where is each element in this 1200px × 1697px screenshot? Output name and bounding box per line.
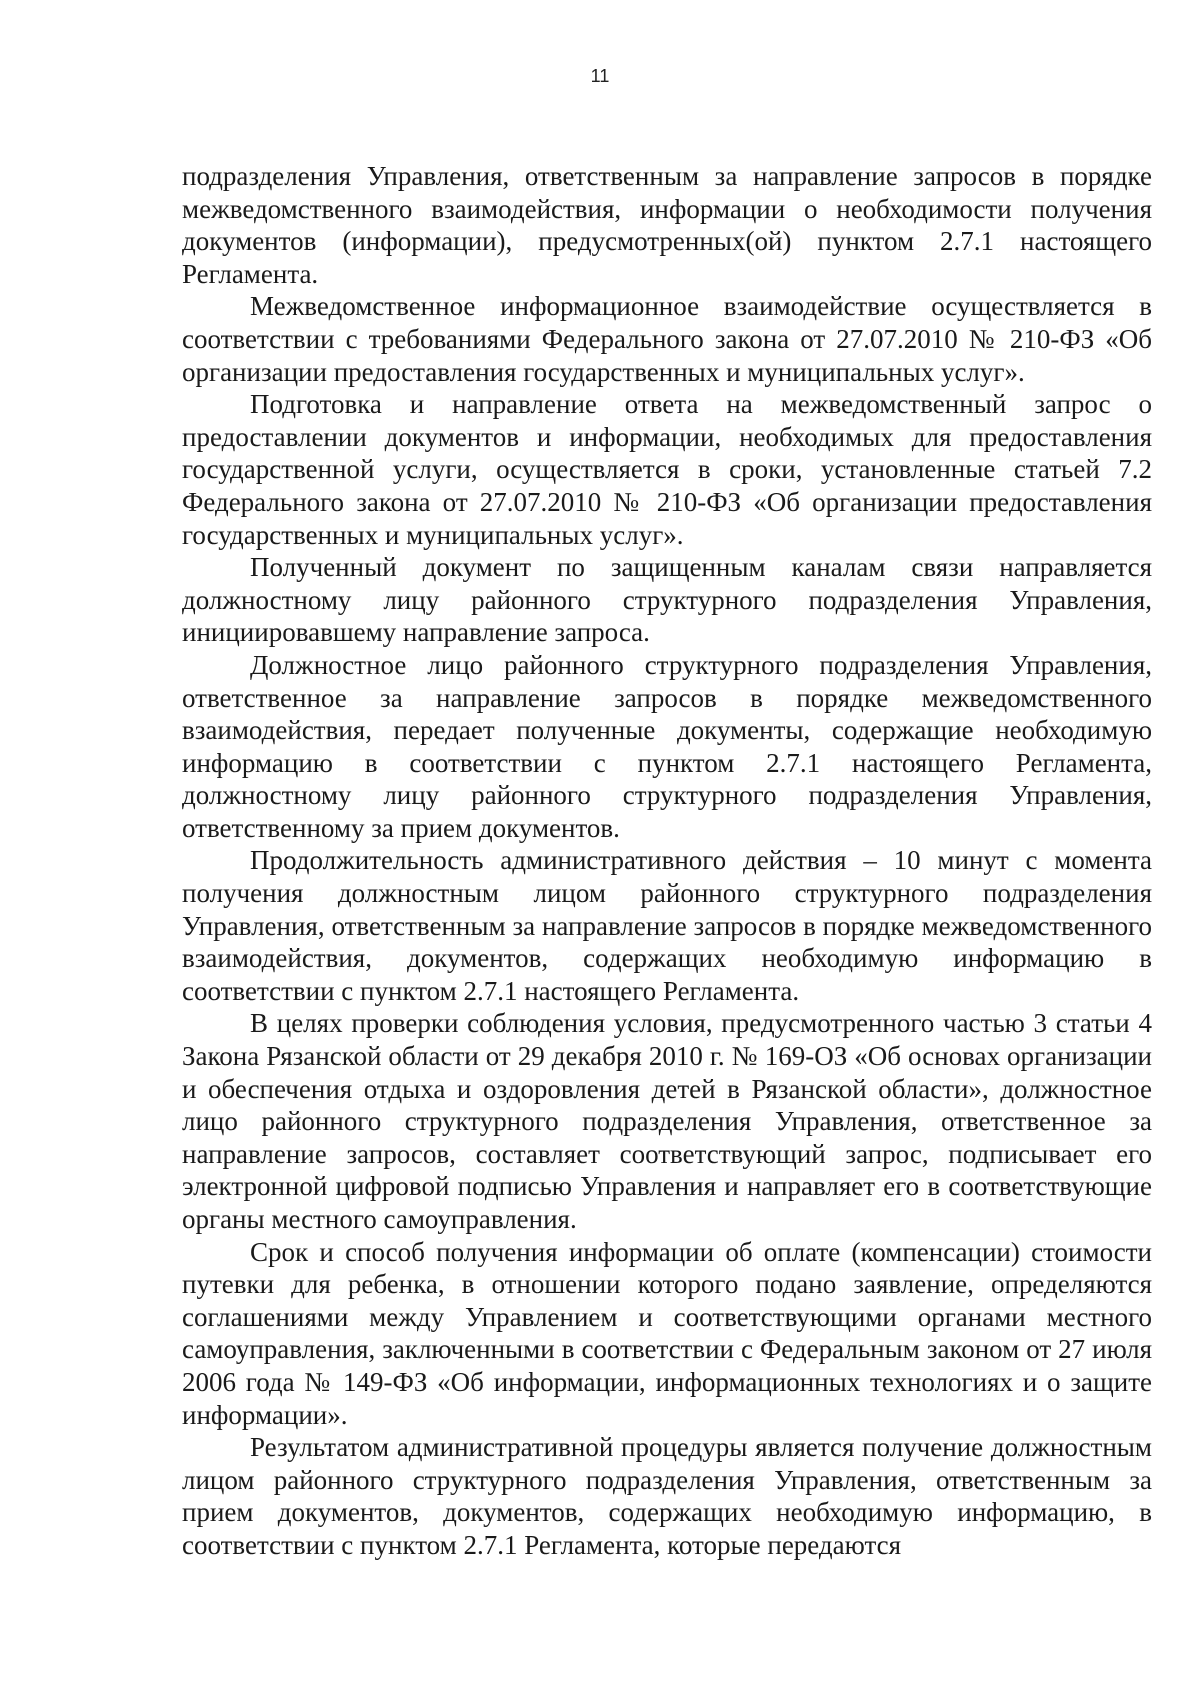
paragraph-continuation: подразделения Управления, ответственным за направление запросов в порядке межведомственного взаимодействия, информации о необходимости получения документов (информации), предусмотренных(ой) пунктом 2.7.1 настоящего Регламента. — [182, 161, 1152, 289]
document-body — [182, 160, 1152, 1562]
paragraph: Срок и способ получения информации об оплате (компенсации) стоимости путевки для ребенка, в отношении которого подано заявление, определяются соглашениями между Управлением и соответствующими органами местного самоуправления, заключенными в соответствии с Федеральным законом от 27 июля 2006 года № 149-ФЗ «Об информации, информационных технологиях и о защите информации». — [182, 1236, 1152, 1430]
paragraph: Подготовка и направление ответа на межведомственный запрос о предоставлении документов и информации, необходимых для предоставления государственной услуги, осуществляется в сроки, установленные статьей 7.2 Федерального закона от 27.07.2010 № 210-ФЗ «Об организации предоставления государственных и муниципальных услуг». — [182, 389, 1152, 550]
paragraph: В целях проверки соблюдения условия, предусмотренного частью 3 статьи 4 Закона Рязанской области от 29 декабря 2010 г. № 169-ОЗ «Об основах организации и обеспечения отдыха и оздоровления детей в Рязанской области», должностное лицо районного структурного подразделения Управления, ответственное за направление запросов, составляет соответствующий запрос, подписывает его электронной цифровой подписью Управления и направляет его в соответствующие органы местного самоуправления. — [182, 1008, 1152, 1234]
page-number: 11 — [590, 66, 610, 86]
paragraph: Должностное лицо районного структурного подразделения Управления, ответственное за направление запросов в порядке межведомственного взаимодействия, передает полученные документы, содержащие необходимую информацию в соответствии с пунктом 2.7.1 настоящего Регламента, должностному лицу районного структурного подразделения Управления, ответственному за прием документов. — [182, 649, 1152, 843]
paragraph: Результатом административной процедуры является получение должностным лицом районного структурного подразделения Управления, ответственным за прием документов, документов, содержащих необходимую информацию, в соответствии с пунктом 2.7.1 Регламента, которые передаются — [182, 1432, 1152, 1560]
paragraph: Продолжительность административного действия – 10 минут с момента получения должностным лицом районного структурного подразделения Управления, ответственным за направление запросов в порядке межведомственного взаимодействия, документов, содержащих необходимую информацию в соответствии с пунктом 2.7.1 настоящего Регламента. — [182, 845, 1152, 1006]
paragraph: Межведомственное информационное взаимодействие осуществляется в соответствии с требованиями Федерального закона от 27.07.2010 № 210-ФЗ «Об организации предоставления государственных и муниципальных услуг». — [182, 291, 1152, 387]
paragraph: Полученный документ по защищенным каналам связи направляется должностному лицу районного структурного подразделения Управления, инициировавшему направление запроса. — [182, 552, 1152, 648]
